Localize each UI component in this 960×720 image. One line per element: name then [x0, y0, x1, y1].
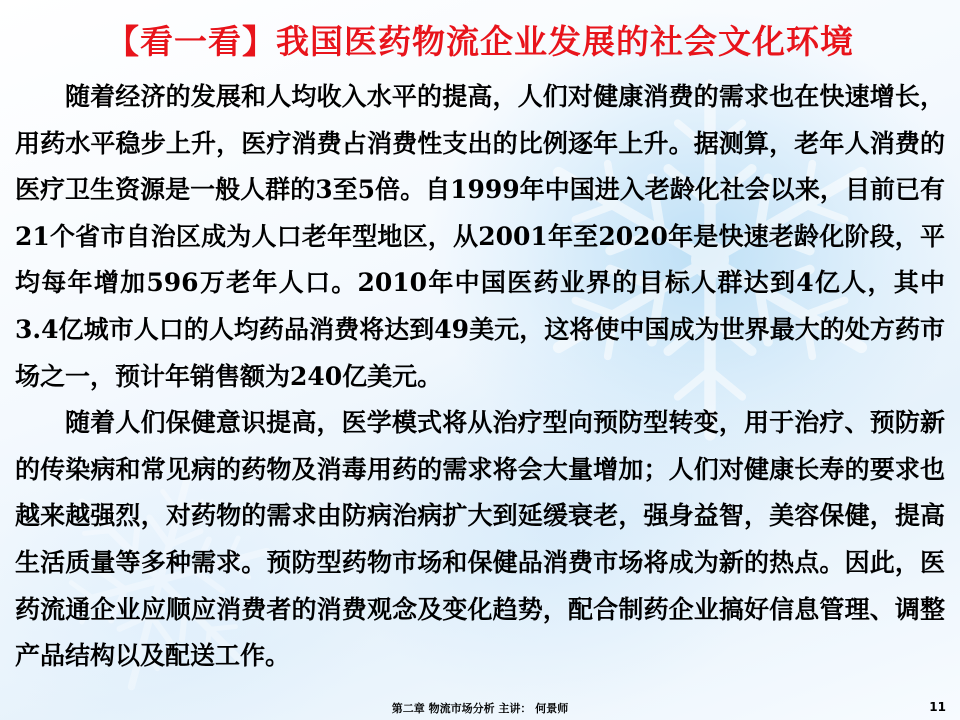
page-number: 11 — [929, 700, 946, 714]
body-paragraph-2: 随着人们保健意识提高，医学模式将从治疗型向预防型转变，用于治疗、预防新的传染病和常见病的药物及消毒用药的需求将会大量增加；人们对健康长寿的要求也越来越强烈，对药物的需求由防病治病扩大到延缓衰老，强身益智，美容保健，提高生活质量等多种需求。预防型药物市场和保健品消费市场将成为新的热点。因此，医药流通企业应顺应消费者的消费观念及变化趋势，配合制药企业搞好信息管理、调整产品结构以及配送工作。 — [15, 408, 945, 671]
slide-body — [15, 74, 945, 680]
slide-title: 【看一看】我国医药物流企业发展的社会文化环境 — [106, 22, 854, 61]
slide-footer: 第二章 物流市场分析 主讲： 何景师 — [391, 702, 569, 715]
body-paragraph-1: 随着经济的发展和人均收入水平的提高，人们对健康消费的需求也在快速增长，用药水平稳步上升，医疗消费占消费性支出的比例逐年上升。据测算，老年人消费的医疗卫生资源是一般人群的3至5倍。自1999年中国进入老龄化社会以来，目前已有21个省市自治区成为人口老年型地区，从2001年至2020年是快速老龄化阶段，平均每年增加596万老年人口。2010年中国医药业界的目标人群达到4亿人，其中3.4亿城市人口的人均药品消费将达到49美元，这将使中国成为世界最大的处方药市场之一，预计年销售额为240亿美元。 — [15, 82, 945, 391]
